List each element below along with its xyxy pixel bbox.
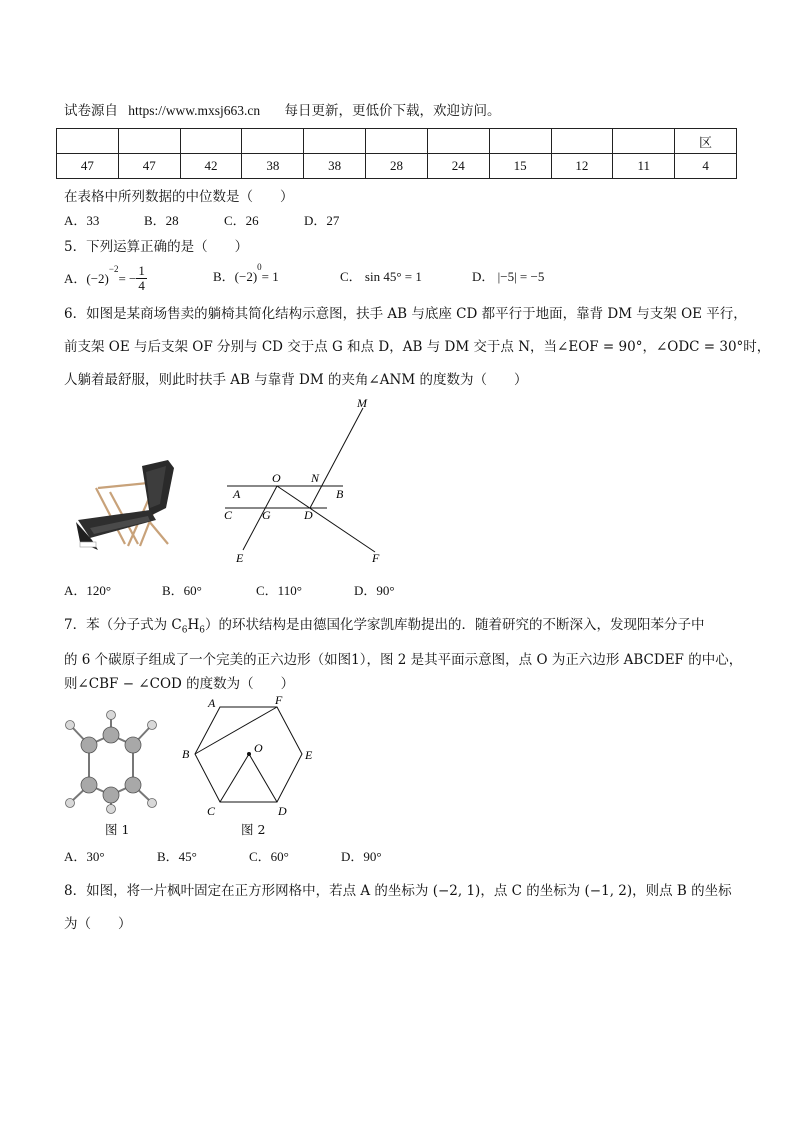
q5-option-a[interactable] <box>64 263 147 295</box>
label-d: D <box>304 508 313 522</box>
q6-options <box>64 580 395 599</box>
label-o: O <box>254 741 263 755</box>
chair-structure-diagram <box>215 395 395 575</box>
q4-stem: 在表格中所列数据的中位数是（ ） <box>64 189 294 205</box>
label-b: B <box>336 487 344 501</box>
table-cell: 42 <box>180 154 242 179</box>
benzene-molecule-figure <box>62 705 167 815</box>
line-of <box>277 486 375 552</box>
subscript: 6 <box>199 625 205 636</box>
q7-option-a[interactable]: A．30° <box>64 849 105 864</box>
expression: (−2) <box>86 271 109 287</box>
stem-text: H <box>187 617 200 633</box>
q4-option-a[interactable]: A．33 <box>64 213 100 228</box>
source-url-link[interactable]: https://www.mxsj663.cn <box>128 103 261 118</box>
table-cell: 4 <box>675 154 737 179</box>
label-a: A <box>233 487 241 501</box>
source-prefix: 试卷源自 <box>64 103 118 119</box>
label-o: O <box>272 471 281 485</box>
stem-text: 7．苯（分子式为 C <box>64 617 182 633</box>
page-header <box>64 99 500 119</box>
fig2-label: 图 2 <box>241 822 266 837</box>
label-g: G <box>262 508 271 522</box>
q7-option-d[interactable]: D．90° <box>341 849 382 864</box>
q5-option-d[interactable]: D． |−5| = −5 <box>472 269 545 284</box>
table-cell: 24 <box>427 154 489 179</box>
table-row <box>57 154 737 179</box>
table-cell <box>180 129 242 154</box>
q5-option-c[interactable]: C． sin 45° = 1 <box>340 269 422 284</box>
label-b: B <box>182 747 190 761</box>
exponent: 0 <box>257 261 262 272</box>
label-c: C <box>207 804 216 818</box>
table-cell: 11 <box>613 154 675 179</box>
q7-stem-line3: 则∠CBF − ∠COD 的度数为（ ） <box>64 676 295 692</box>
label-f: F <box>372 551 380 565</box>
fraction <box>136 264 147 293</box>
label-n: N <box>311 471 320 485</box>
q7-option-c[interactable]: C．60° <box>249 849 289 864</box>
q6-stem-line1: 6．如图是某商场售卖的躺椅其简化结构示意图，扶手 AB 与底座 CD 都平行于地面，靠背 DM 与支架 OE 平行， <box>64 306 747 322</box>
table-cell: 15 <box>489 154 551 179</box>
header-slogan: 每日更新，更低价下载，欢迎访问。 <box>284 103 501 119</box>
table-cell: 区 <box>675 129 737 154</box>
recliner-chair-image <box>70 458 180 553</box>
q4-options <box>64 210 339 229</box>
label-f: F <box>275 693 283 707</box>
segment-od <box>249 754 277 802</box>
exponent: −2 <box>108 264 119 275</box>
q7-stem-line2: 的 6 个碳原子组成了一个完美的正六边形（如图1），图 2 是其平面示意图，点 O 为正六边形 ABCDEF 的中心， <box>64 652 743 668</box>
q4-option-c[interactable]: C．26 <box>224 213 259 228</box>
denominator: 4 <box>138 278 145 293</box>
table-cell: 47 <box>118 154 180 179</box>
label-a: A <box>208 696 216 710</box>
table-cell <box>366 129 428 154</box>
label-d: D <box>278 804 287 818</box>
table-cell <box>304 129 366 154</box>
label-e: E <box>305 748 313 762</box>
q5-stem: 5．下列运算正确的是（ ） <box>64 239 249 255</box>
q4-option-b[interactable]: B．28 <box>144 213 179 228</box>
table-cell <box>489 129 551 154</box>
q6-option-b[interactable]: B．60° <box>162 583 202 598</box>
line-oe <box>243 486 277 550</box>
q5-options <box>64 262 744 298</box>
table-cell <box>242 129 304 154</box>
table-cell <box>427 129 489 154</box>
table-cell: 28 <box>366 154 428 179</box>
segment-oc <box>220 754 249 802</box>
subscript: 6 <box>181 625 188 636</box>
q6-stem-line2: 前支架 OE 与后支架 OF 分别与 CD 交于点 G 和点 D，AB 与 DM 交于点 N，当∠EOF = 90°，∠ODC = 30°时， <box>64 339 771 355</box>
expression: = − <box>118 271 137 287</box>
q6-option-a[interactable]: A．120° <box>64 583 112 598</box>
table-cell <box>551 129 613 154</box>
table-cell: 47 <box>57 154 119 179</box>
expression: (−2) <box>234 269 258 284</box>
label-e: E <box>236 551 244 565</box>
option-letter: A． <box>64 271 87 287</box>
data-table <box>56 128 737 179</box>
label-m: M <box>357 396 367 410</box>
table-cell: 12 <box>551 154 613 179</box>
numerator: 1 <box>138 263 145 278</box>
table-cell: 38 <box>242 154 304 179</box>
q4-option-d[interactable]: D．27 <box>304 213 340 228</box>
q6-option-c[interactable]: C．110° <box>256 583 302 598</box>
fig1-label: 图 1 <box>105 822 130 837</box>
q8-stem-line1: 8．如图，将一片枫叶固定在正方形网格中，若点 A 的坐标为 (−2, 1)，点 C 的坐标为 (−1, 2)，则点 B 的坐标 <box>64 883 732 899</box>
table-cell: 38 <box>304 154 366 179</box>
hexagon-figure <box>175 690 325 820</box>
stem-text: ）的环状结构是由德国化学家凯库勒提出的．随着研究的不断深入，发现阳苯分子中 <box>204 617 705 633</box>
q7-stem-line1 <box>64 613 704 636</box>
table-row <box>57 129 737 154</box>
label-c: C <box>224 508 233 522</box>
q6-stem-line3: 人躺着最舒服，则此时扶手 AB 与靠背 DM 的夹角∠ANM 的度数为（ ） <box>64 372 528 388</box>
q8-stem-line2: 为（ ） <box>64 916 132 932</box>
expression: = 1 <box>261 269 279 284</box>
q6-option-d[interactable]: D．90° <box>354 583 395 598</box>
option-letter: B． <box>213 269 235 284</box>
center-point-o <box>247 752 251 756</box>
table-cell <box>118 129 180 154</box>
q7-options <box>64 846 382 865</box>
table-cell <box>613 129 675 154</box>
table-cell <box>57 129 119 154</box>
q5-option-b[interactable] <box>213 261 279 285</box>
q7-option-b[interactable]: B．45° <box>157 849 197 864</box>
